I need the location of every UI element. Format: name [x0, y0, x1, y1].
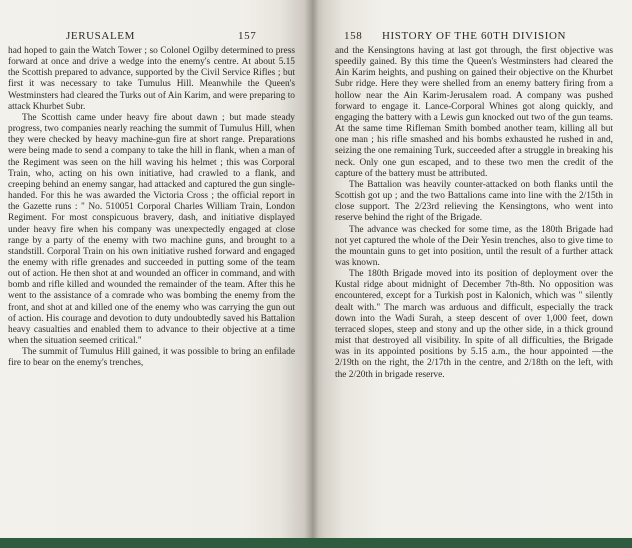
viewer-bottom-bar	[0, 538, 632, 548]
right-running-title: HISTORY OF THE 60TH DIVISION	[382, 30, 567, 42]
right-page-number: 158	[344, 30, 363, 42]
left-paragraph: had hoped to gain the Watch Tower ; so Colonel Ogilby determined to press forward at once and drive a wedge into the enemy's centre. At about 5.15 the Scottish prepared to advance, supported by the Civil Service Rifles ; but first it was necessary to take Tumulus Hill. Meanwhile the Queen's Westminsters had cleared the Turks out of Ain Karim, and were preparing to attack Khurbet Subr.	[8, 46, 295, 112]
left-running-title: JERUSALEM	[66, 30, 135, 42]
right-paragraph: The advance was checked for some time, as the 180th Brigade had not yet captured the whole of the Deir Yesin trenches, also to give time to the mountain guns to get into position, until the result of a further attack was known.	[335, 224, 613, 268]
book-gutter	[305, 0, 319, 538]
left-page-number: 157	[238, 30, 257, 42]
right-paragraph: and the Kensingtons having at last got through, the first objective was speedily gained. By this time the Queen's Westminsters had cleared the Ain Karim heights, and pushing on gained their objective on the Khurbet Subr ridge. Here they were shelled from an enemy battery firing from a hollow near the Ain Karim-Jerusalem road. A company was pushed forward to engage it. Lance-Corporal Whines got along quickly, and engaging the battery with a Lewis gun knocked out two of the gun teams. At the same time Rifleman Smith bombed another team, killing all but one man ; his rifle smashed and his bombs exhausted he rushed in and, seizing the one remaining Turk, succeeded after a struggle in breaking his neck. Only one gun escaped, and to these two men the credit of the capture of the battery must be attributed.	[335, 46, 613, 179]
left-page-body	[8, 46, 295, 370]
right-paragraph: The 180th Brigade moved into its position of deployment over the Kustal ridge about midnight of December 7th-8th. No opposition was encountered, except for a Turkish post in Kalonich, which was " silently dealt with." The march was arduous and difficult, especially the track down into the Wadi Surah, a steep descent of over 1,000 feet, down terraced slopes, steep and stony and up the other side, in a thick ground mist that destroyed all visibility. In spite of all difficulties, the Brigade was in its appointed positions by 5.15 a.m., the hour appointed —the 2/19th on the right, the 2/17th in the centre, and 2/18th on the left, with the 2/20th in brigade reserve.	[335, 269, 613, 380]
right-paragraph: The Battalion was heavily counter-attacked on both flanks until the Scottish got up ; and the two Battalions came into line with the 2/15th in close support. The 2/23rd relieving the Kensingtons, who went into reserve behind the right of the Brigade.	[335, 179, 613, 224]
left-paragraph: The Scottish came under heavy fire about dawn ; but made steady progress, two companies nearly reaching the summit of Tumulus Hill, when they were checked by heavy machine-gun fire at short range. Preparations were being made to send a company to take the hill in flank, when a man of the Regiment was seen on the hill waving his helmet ; this was Corporal Train, who, acting on his own initiative, had crawled to a flank, and creeping behind an enemy sangar, had attacked and captured the gun single-handed. For this he was awarded the Victoria Cross ; the official report in the Gazette runs : " No. 510051 Corporal Charles William Train, London Regiment. For most conspicuous bravery, dash, and initiative displayed under heavy fire when his company was unexpectedly engaged at close range by a party of the enemy with two machine guns, and brought to a standstill. Corporal Train on his own initiative rushed forward and engaged the enemy with rifle grenades and succeeded in putting some of the team out of action. He then shot at and wounded an officer in command, and with bomb and rifle killed and wounded the remainder of the team. After this he went to the assistance of a comrade who was bombing the enemy from the front, and shot at and killed one of the enemy who was carrying the gun out of action. His courage and devotion to duty undoubtedly saved his Battalion heavy casualties and enabled them to advance to their objective at a time when the situation seemed critical."	[8, 112, 295, 347]
right-page-body	[335, 46, 613, 381]
left-paragraph: The summit of Tumulus Hill gained, it was possible to bring an enfilade fire to bear on the enemy's trenches,	[8, 347, 295, 369]
